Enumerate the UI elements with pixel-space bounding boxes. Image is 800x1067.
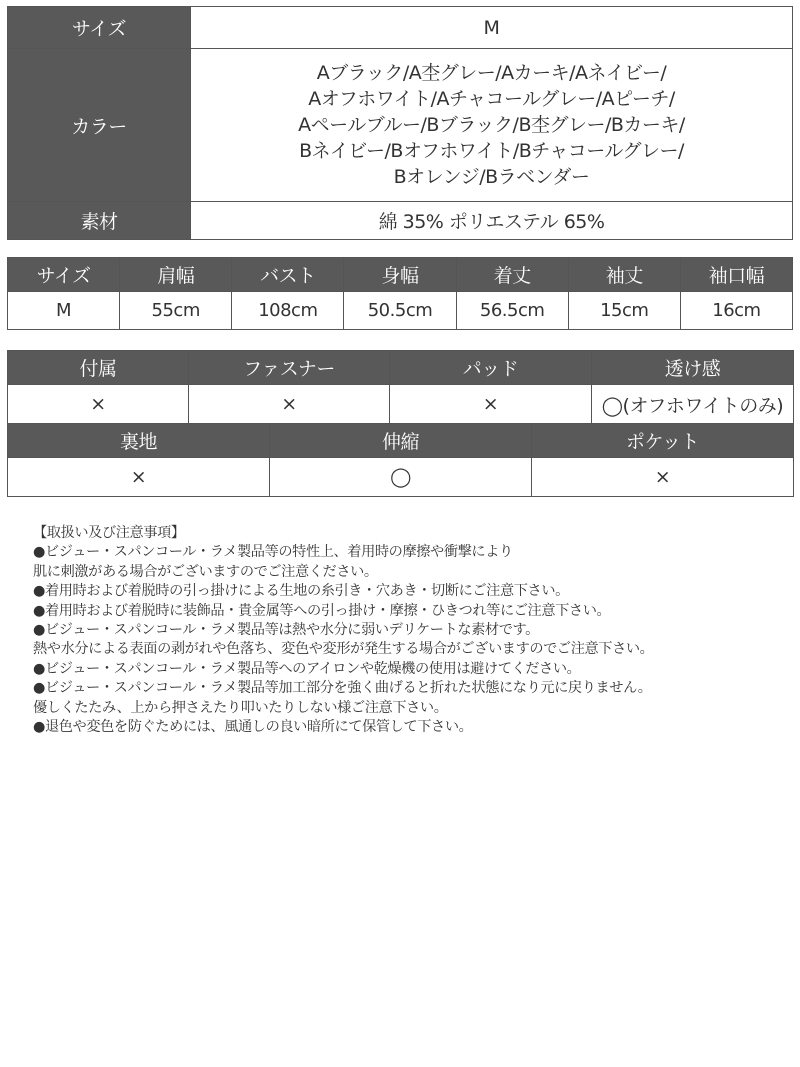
care-note-line: ●着用時および着脱時に装飾品・貴金属等への引っ掛け・摩擦・ひきつれ等にご注意下さい。 bbox=[33, 602, 611, 619]
care-note-line: ●退色や変色を防ぐためには、風通しの良い暗所にて保管して下さい。 bbox=[33, 719, 473, 736]
feature-value-zipper: × bbox=[189, 385, 390, 424]
size-value-cell: 108cm bbox=[232, 292, 344, 330]
feature-header-pocket: ポケット bbox=[532, 424, 794, 458]
size-table bbox=[7, 257, 793, 330]
care-note-line: 熱や水分による表面の剥がれや色落ち、変色や変形が発生する場合がございますのでご注意下さい。 bbox=[33, 641, 654, 658]
size-value-cell: 16cm bbox=[680, 292, 792, 330]
color-line: Aブラック/A杢グレー/Aカーキ/Aネイビー/ bbox=[316, 62, 667, 84]
color-line: Bオレンジ/Bラベンダー bbox=[393, 166, 590, 188]
color-line: Aペールブルー/Bブラック/B杢グレー/Bカーキ/ bbox=[298, 114, 685, 136]
size-value-cell: 56.5cm bbox=[456, 292, 568, 330]
feature-value-accessories: × bbox=[8, 385, 189, 424]
feature-header-zipper: ファスナー bbox=[189, 351, 390, 385]
care-note-line: ●ビジュー・スパンコール・ラメ製品等加工部分を強く曲げると折れた状態になり元に戻りません。 bbox=[33, 680, 652, 697]
size-value-cell: 15cm bbox=[568, 292, 680, 330]
feature-header-accessories: 付属 bbox=[8, 351, 189, 385]
size-header-cell: 袖口幅 bbox=[680, 258, 792, 292]
size-header-cell: サイズ bbox=[8, 258, 120, 292]
size-header-cell: 身幅 bbox=[344, 258, 456, 292]
features-value-row bbox=[8, 458, 794, 497]
spec-size-value: M bbox=[191, 7, 793, 49]
feature-value-sheerness: ◯(オフホワイトのみ) bbox=[592, 385, 794, 424]
size-header-cell: 袖丈 bbox=[568, 258, 680, 292]
care-notes bbox=[33, 524, 793, 737]
color-line: Bネイビー/Bオフホワイト/Bチャコールグレー/ bbox=[299, 140, 684, 162]
size-value-cell: 50.5cm bbox=[344, 292, 456, 330]
care-note-line: ●ビジュー・スパンコール・ラメ製品等の特性上、着用時の摩擦や衝撃により bbox=[33, 544, 513, 561]
care-note-line: ●着用時および着脱時の引っ掛けによる生地の糸引き・穴あき・切断にご注意下さい。 bbox=[33, 583, 569, 600]
spec-material-value: 綿 35% ポリエステル 65% bbox=[191, 202, 793, 240]
feature-value-lining: × bbox=[8, 458, 270, 497]
feature-header-lining: 裏地 bbox=[8, 424, 270, 458]
spec-color-value bbox=[191, 49, 793, 202]
size-header-cell: 肩幅 bbox=[120, 258, 232, 292]
size-value-cell: M bbox=[8, 292, 120, 330]
care-notes-title: 【取扱い及び注意事項】 bbox=[33, 525, 185, 541]
feature-header-pad: パッド bbox=[390, 351, 592, 385]
size-value-cell: 55cm bbox=[120, 292, 232, 330]
care-note-line: ●ビジュー・スパンコール・ラメ製品等は熱や水分に弱いデリケートな素材です。 bbox=[33, 622, 539, 639]
size-value-row bbox=[8, 292, 793, 330]
care-note-line: 肌に刺激がある場合がございますのでご注意ください。 bbox=[33, 563, 378, 580]
spec-size-label: サイズ bbox=[8, 7, 191, 49]
spec-row-size bbox=[8, 7, 793, 49]
features-table-2 bbox=[7, 423, 794, 497]
spec-material-label: 素材 bbox=[8, 202, 191, 240]
spec-row-color bbox=[8, 49, 793, 202]
care-note-line: ●ビジュー・スパンコール・ラメ製品等へのアイロンや乾燥機の使用は避けてください。 bbox=[33, 660, 581, 677]
feature-value-pad: × bbox=[390, 385, 592, 424]
color-list bbox=[191, 60, 792, 190]
size-header-cell: バスト bbox=[232, 258, 344, 292]
features-header-row bbox=[8, 424, 794, 458]
spec-color-label: カラー bbox=[8, 49, 191, 202]
spec-row-material bbox=[8, 202, 793, 240]
size-header-row bbox=[8, 258, 793, 292]
care-note-line: 優しくたたみ、上から押さえたり叩いたりしない様ご注意下さい。 bbox=[33, 699, 448, 716]
color-line: Aオフホワイト/Aチャコールグレー/Aピーチ/ bbox=[308, 88, 675, 110]
feature-header-sheerness: 透け感 bbox=[592, 351, 794, 385]
spec-table bbox=[7, 6, 793, 240]
features-value-row bbox=[8, 385, 794, 424]
feature-value-stretch: ◯ bbox=[270, 458, 532, 497]
size-header-cell: 着丈 bbox=[456, 258, 568, 292]
feature-value-pocket: × bbox=[532, 458, 794, 497]
features-header-row bbox=[8, 351, 794, 385]
feature-header-stretch: 伸縮 bbox=[270, 424, 532, 458]
features-table-1 bbox=[7, 350, 794, 424]
